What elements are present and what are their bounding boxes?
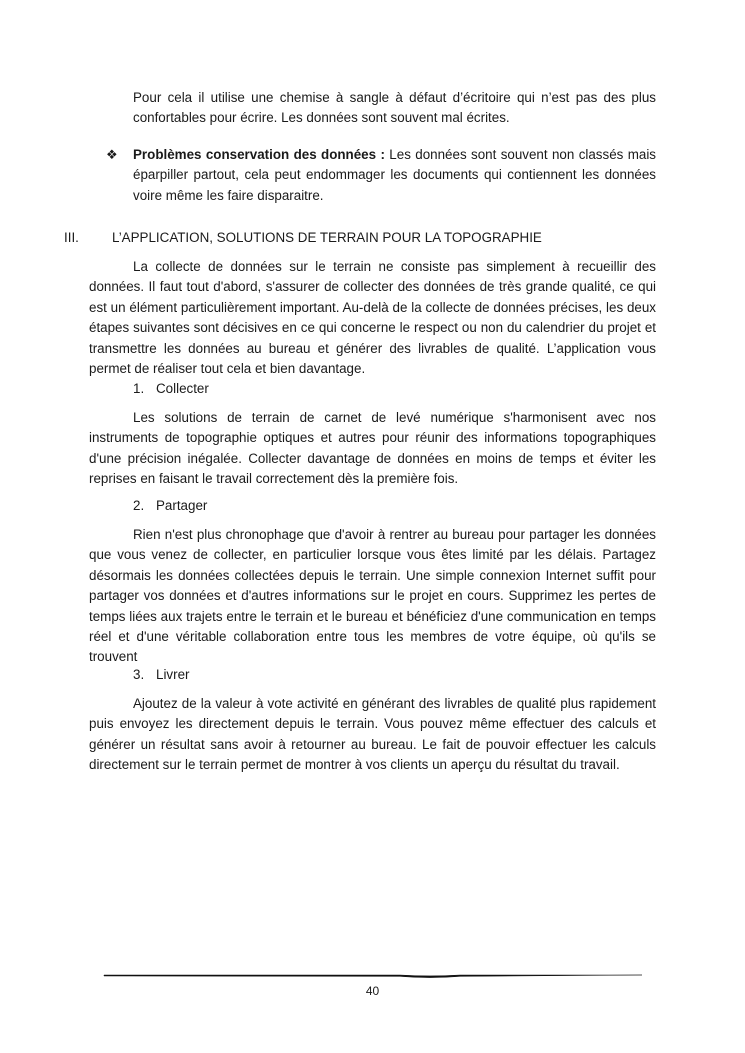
section-number: III. <box>64 230 79 245</box>
diamond-bullet-icon: ❖ <box>106 147 118 162</box>
step-number: 1. <box>133 381 145 396</box>
bullet-title: Problèmes conservation des données : <box>133 147 385 162</box>
step-label: Partager <box>156 498 208 513</box>
step-paragraph-collecter: Les solutions de terrain de carnet de levé numérique s'harmonisent avec nos instruments de topographie optiques et autres pour réunir des informations topographiques d'une précision inégalée. Collecter davantage de données en moins de temps et éviter les reprises en faisant le travail correctement dès la première fois. <box>89 410 656 487</box>
section-intro-paragraph: La collecte de données sur le terrain ne consiste pas simplement à recueillir des données. Il faut tout d'abord, s'assurer de collecter des données de très grande qualité, ce qui est un élément particulièrement important. Au-delà de la collecte de données précises, les deux étapes suivantes sont décisives en ce qui concerne le respect ou non du calendrier du projet et transmettre les données au bureau et générer des livrables de qualité. L’application vous permet de réaliser tout cela et bien davantage. <box>89 259 656 377</box>
step-number: 3. <box>133 667 145 682</box>
step-label: Collecter <box>156 381 209 396</box>
section-title: L’APPLICATION, SOLUTIONS DE TERRAIN POUR LA TOPOGRAPHIE <box>112 230 542 245</box>
step-number: 2. <box>133 498 145 513</box>
intro-paragraph: Pour cela il utilise une chemise à sangle à défaut d’écritoire qui n’est pas des plus confortables pour écrire. Les données sont souvent mal écrites. <box>133 90 656 126</box>
step-paragraph-livrer: Ajoutez de la valeur à vote activité en générant des livrables de qualité plus rapidement puis envoyez les directement depuis le terrain. Vous pouvez même effectuer des calculs et générer un résultat sans avoir à retourner au bureau. Le fait de pouvoir effectuer les calculs directement sur le terrain permet de montrer à vos clients un aperçu du résultat du travail. <box>89 696 656 773</box>
step-label: Livrer <box>156 667 190 682</box>
page-number: 40 <box>365 984 380 998</box>
bullet-body: Les données sont souvent non classés mais éparpiller partout, cela peut endommager les documents qui contiennent les données voire même les faire disparaitre. <box>133 147 656 203</box>
step-paragraph-partager: Rien n'est plus chronophage que d'avoir à rentrer au bureau pour partager les données que vous venez de collecter, en particulier lorsque vous êtes limité par les délais. Partagez désormais les données collectées depuis le terrain. Une simple connexion Internet suffit pour partager vos données et d'autres informations sur le projet en cours. Supprimez les pertes de temps liées aux trajets entre le terrain et le bureau et bénéficiez d'une communication en temps réel et d'une véritable collaboration entre tous les membres de votre équipe, où qu'ils se trouvent <box>89 527 656 665</box>
